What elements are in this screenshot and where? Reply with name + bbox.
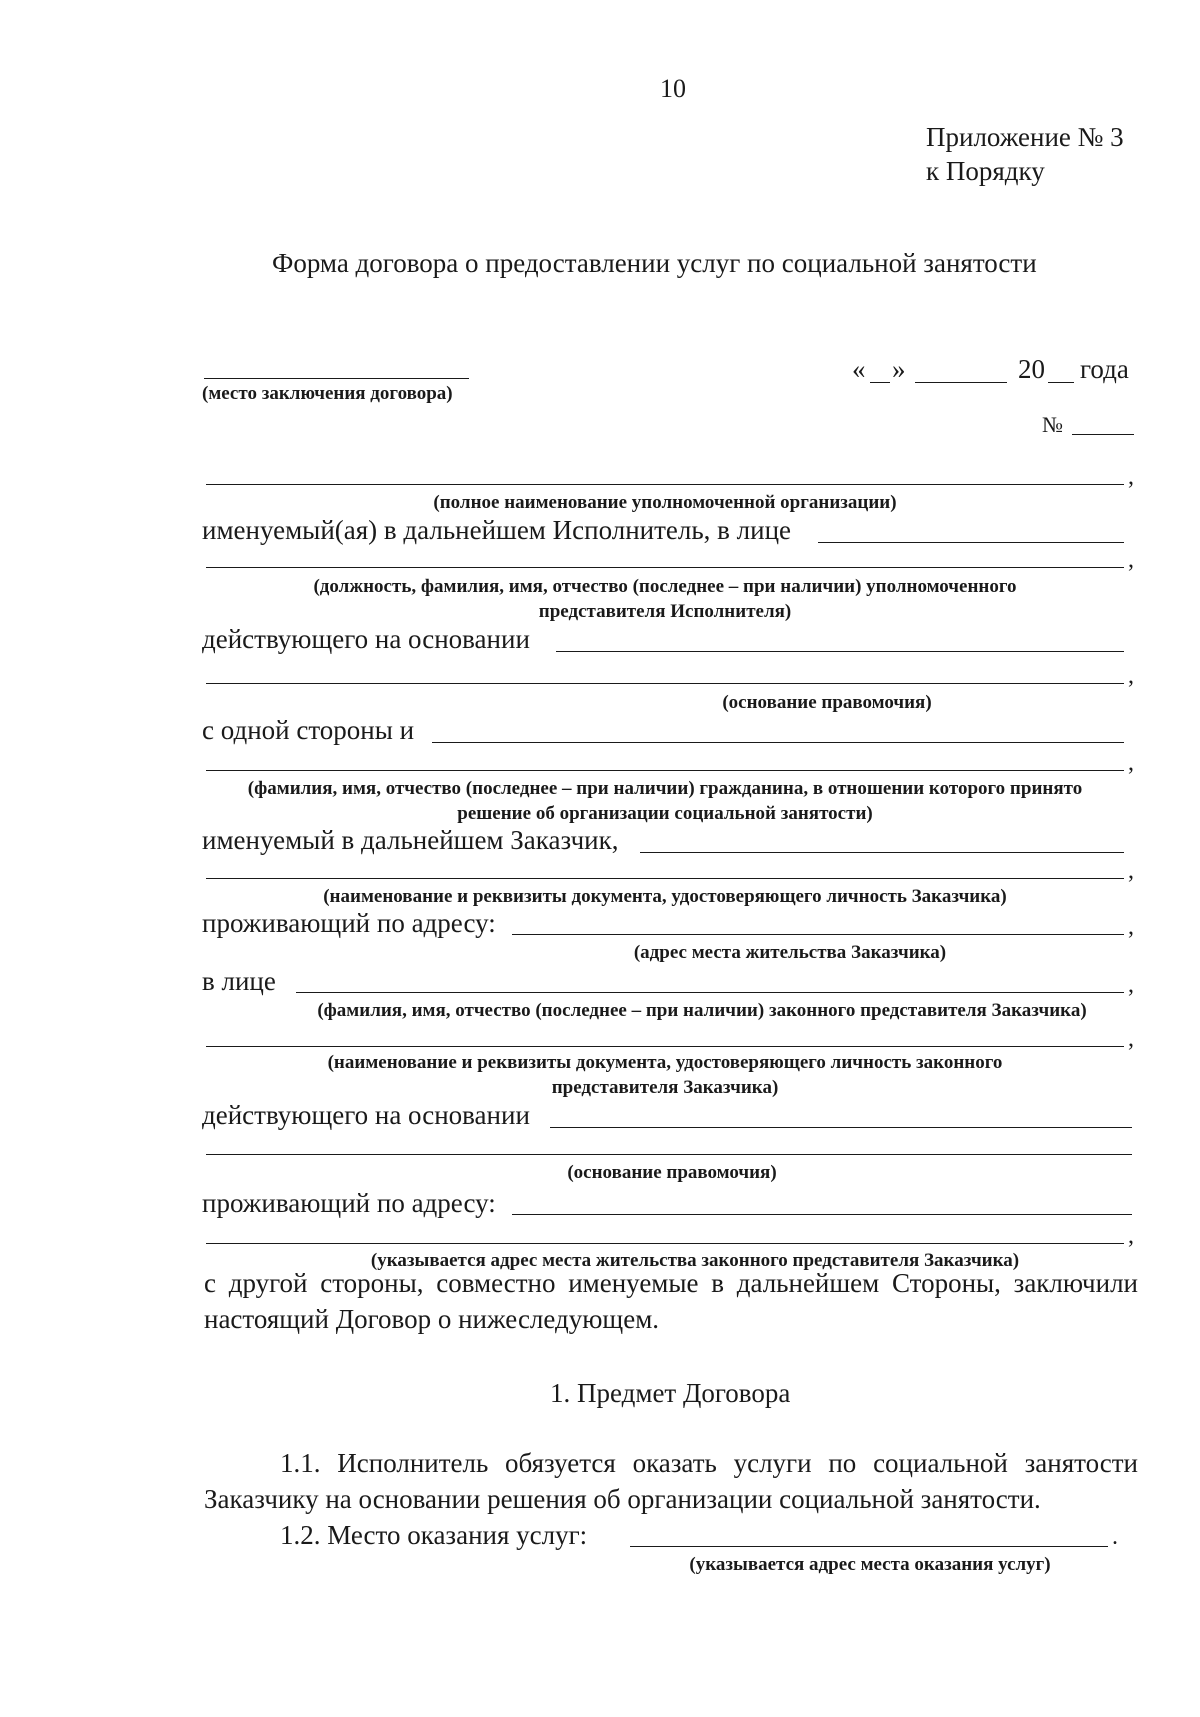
- in-person-text: в лице: [202, 966, 276, 996]
- other-side-line-2: настоящий Договор о нижеследующем.: [204, 1304, 660, 1334]
- residing-address-line-2: [512, 1214, 1132, 1215]
- date-year-prefix: 20: [1018, 354, 1045, 384]
- id-doc-caption: (наименование и реквизиты документа, удостоверяющего личность Заказчика): [323, 886, 1007, 907]
- acting-text-2: действующего на основании: [202, 1100, 530, 1130]
- authority-line: [206, 683, 1124, 684]
- customer-text: именуемый в дальнейшем Заказчик,: [202, 825, 619, 855]
- date-close-quote: »: [892, 354, 906, 384]
- acting-text: действующего на основании: [202, 624, 530, 654]
- legal-rep-line: [296, 992, 1124, 993]
- date-year-word: года: [1080, 354, 1129, 384]
- citizen-line-2: [206, 770, 1124, 771]
- comma: ,: [1128, 914, 1134, 940]
- comma: ,: [1128, 1026, 1134, 1052]
- comma: ,: [1128, 663, 1134, 689]
- address-caption: (адрес места жительства Заказчика): [633, 942, 947, 963]
- one-side-text: с одной стороны и: [202, 715, 415, 745]
- appendix-line-2: к Порядку: [926, 156, 1045, 186]
- executor-rep-line: [818, 542, 1124, 543]
- section-1-heading: 1. Предмет Договора: [550, 1378, 791, 1408]
- other-side-line-1: с другой стороны, совместно именуемые в дальнейшем Стороны, заключили: [204, 1268, 1138, 1298]
- citizen-line: [432, 742, 1124, 743]
- authority-caption-2: (основание правомочия): [567, 1162, 777, 1183]
- date-open-quote: «: [852, 354, 866, 384]
- legal-address-line: [206, 1243, 1124, 1244]
- executor-rep-line-2: [206, 567, 1124, 568]
- citizen-caption-line-2: решение об организации социальной занятости): [457, 803, 873, 824]
- legal-doc-line: [206, 1046, 1124, 1047]
- acting-basis-line: [556, 651, 1124, 652]
- citizen-caption: [206, 776, 1124, 826]
- comma: ,: [1128, 972, 1134, 998]
- customer-id-line: [206, 878, 1124, 879]
- place-field-line: [204, 378, 469, 379]
- contract-number-label: №: [1042, 412, 1063, 437]
- paragraph-1-2: 1.2. Место оказания услуг:: [280, 1520, 588, 1550]
- page-number: 10: [660, 74, 686, 103]
- legal-doc-caption-line-1: (наименование и реквизиты документа, удостоверяющего личность законного: [327, 1052, 1003, 1073]
- paragraph-1-1-line-2: Заказчику на основании решения об организации социальной занятости.: [204, 1484, 1041, 1514]
- comma: ,: [1128, 547, 1134, 573]
- legal-doc-caption-line-2: представителя Заказчика): [551, 1077, 779, 1098]
- comma: ,: [1128, 858, 1134, 884]
- authority-line-2: [206, 1154, 1132, 1155]
- citizen-caption-line-1: (фамилия, имя, отчество (последнее – при наличии) гражданина, в отношении которого принято: [247, 778, 1083, 799]
- authority-caption: (основание правомочия): [722, 692, 932, 713]
- rep-caption-line-1: (должность, фамилия, имя, отчество (последнее – при наличии) уполномоченного: [313, 576, 1017, 597]
- contract-number-line: [1072, 434, 1134, 435]
- document-title: Форма договора о предоставлении услуг по социальной занятости: [272, 248, 1037, 278]
- executor-text: именуемый(ая) в дальнейшем Исполнитель, в лице: [202, 515, 792, 545]
- rep-caption: [206, 574, 1124, 624]
- org-name-line: [206, 484, 1124, 485]
- date-year-line: [1048, 382, 1074, 383]
- customer-line: [640, 852, 1124, 853]
- rep-caption-line-2: представителя Исполнителя): [538, 601, 792, 622]
- legal-doc-caption: [206, 1050, 1124, 1100]
- service-place-caption: (указывается адрес места оказания услуг): [689, 1554, 1051, 1575]
- place-caption: (место заключения договора): [202, 383, 453, 404]
- org-caption: (полное наименование уполномоченной организации): [433, 492, 897, 513]
- residing-text-2: проживающий по адресу:: [202, 1188, 496, 1218]
- paragraph-1-1-line-1: 1.1. Исполнитель обязуется оказать услуги по социальной занятости: [280, 1448, 1138, 1478]
- date-day-line: [870, 382, 890, 383]
- period: .: [1112, 1524, 1118, 1550]
- appendix-line-1: Приложение № 3: [926, 122, 1124, 152]
- legal-address-caption: (указывается адрес места жительства законного представителя Заказчика): [370, 1250, 1020, 1271]
- residing-text: проживающий по адресу:: [202, 908, 496, 938]
- service-place-line: [630, 1546, 1108, 1547]
- date-month-line: [915, 382, 1007, 383]
- acting-basis-line-2: [550, 1127, 1132, 1128]
- residing-address-line: [512, 934, 1124, 935]
- legal-rep-caption: (фамилия, имя, отчество (последнее – при наличии) законного представителя Заказчика): [317, 1000, 1087, 1021]
- comma: ,: [1128, 1223, 1134, 1249]
- comma: ,: [1128, 750, 1134, 776]
- comma: ,: [1128, 464, 1134, 490]
